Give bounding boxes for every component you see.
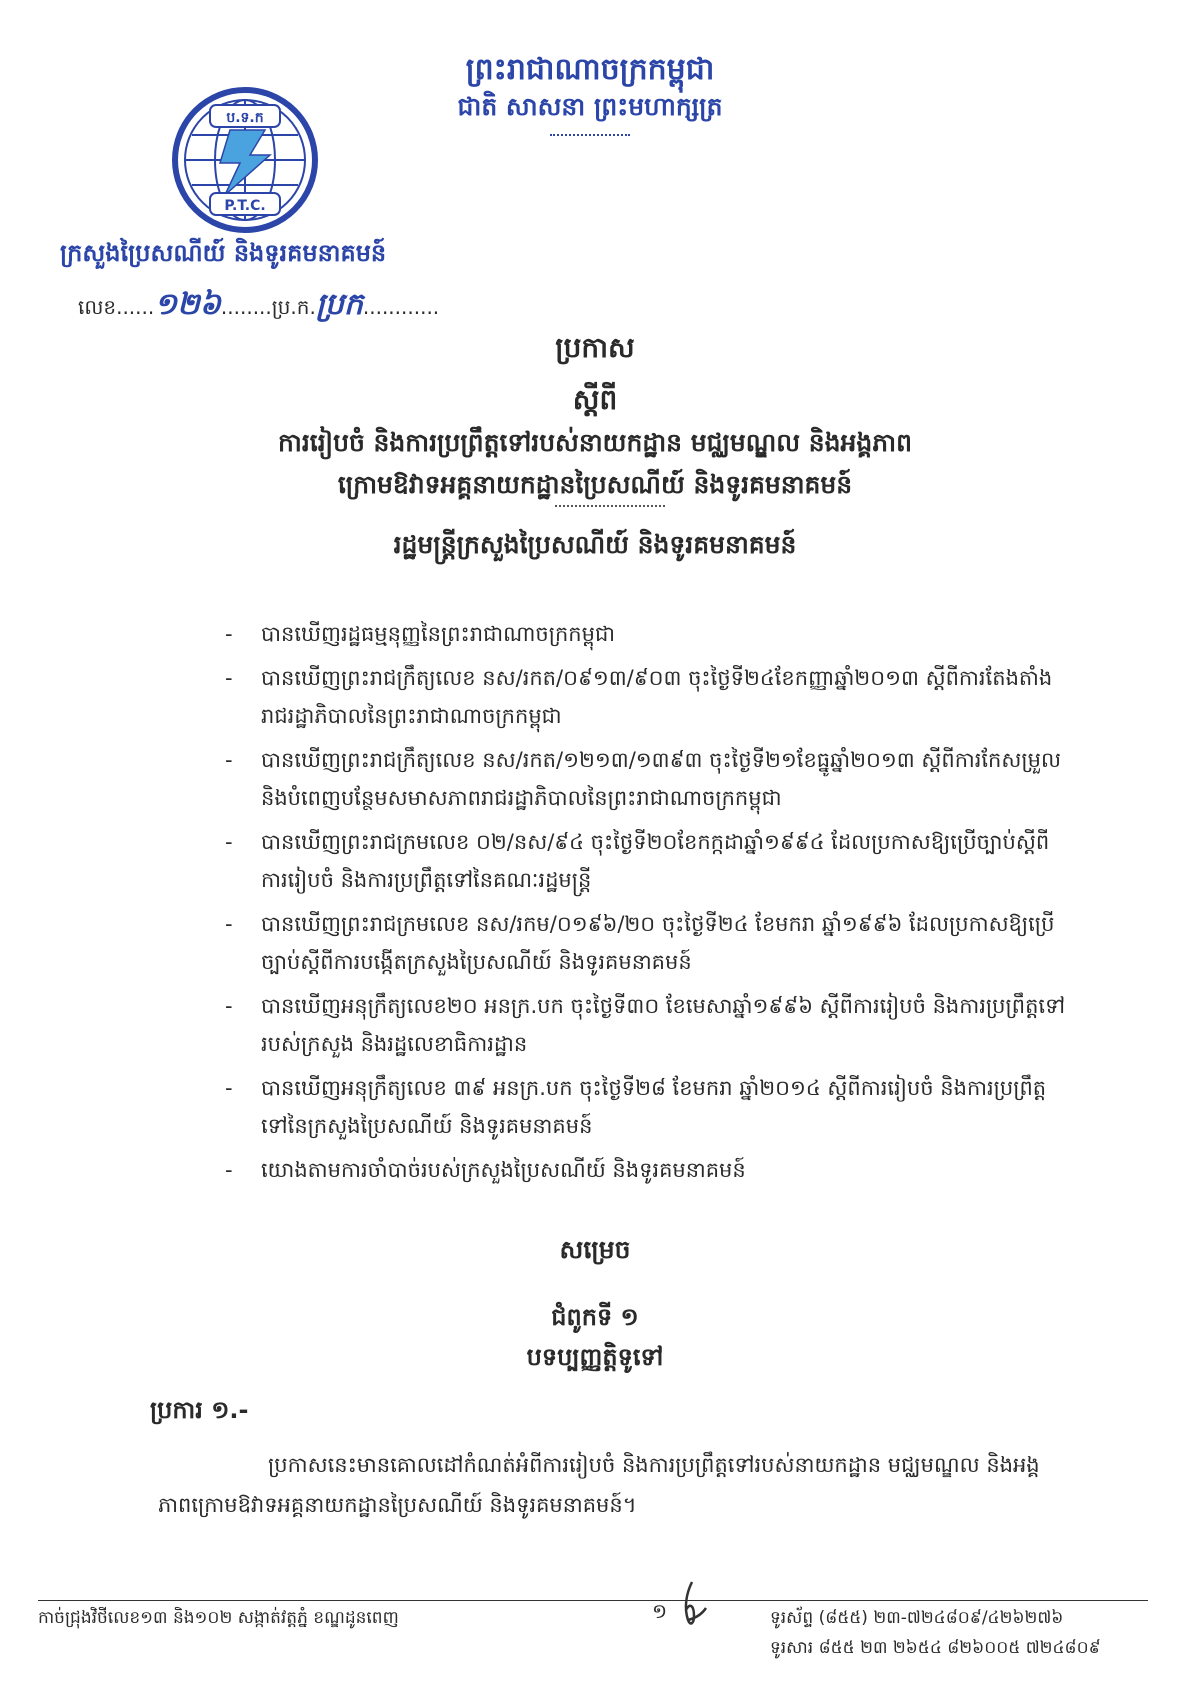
document-about: ស្តីពី: [572, 383, 618, 416]
logo-top-text: ប.ទ.ក: [226, 110, 264, 126]
article-label: ប្រការ ១.-: [150, 1396, 249, 1424]
minister-title: រដ្ឋមន្ត្រីក្រសួងប្រៃសណីយ៍ និងទូរគមនាគមន៍: [393, 530, 797, 559]
title-separator: [555, 505, 665, 507]
header-ornament: [550, 134, 630, 138]
chapter-number: ជំពូកទី ១: [551, 1303, 639, 1331]
page-number: ១: [652, 1599, 668, 1623]
footer-divider: [38, 1600, 1148, 1601]
references-list: [225, 615, 1070, 1195]
ref-label: លេខ: [78, 295, 117, 319]
footer-address: កាច់ជ្រុងវិថីលេខ១៣ និង១០២ សង្កាត់វត្តភ្នំ ខណ្ឌដូនពេញ: [38, 1608, 399, 1628]
document-type: ប្រកាស: [555, 331, 635, 364]
reference-item: - បានឃើញព្រះរាជក្រឹត្យលេខ នស/រកត/០៩១៣/៩០៣ ចុះថ្ងៃទី២៤ខែកញ្ញាឆ្នាំ២០១៣ ស្តីពីការតែងតាំងរាជរដ្ឋាភិបាលនៃព្រះរាជាណាចក្រកម្ពុជា: [225, 666, 1053, 728]
reference-item: - យោងតាមការចាំបាច់របស់ក្រសួងប្រៃសណីយ៍ និងទូរគមនាគមន៍: [225, 1158, 746, 1182]
ref-number: ១២៦: [154, 287, 221, 322]
reference-item: - បានឃើញអនុក្រឹត្យលេខ ៣៩ អនក្រ.បក ចុះថ្ងៃទី២៨ ខែមករា ឆ្នាំ២០១៤ ស្តីពីការរៀបចំ និងការប្រព្រឹត្តទៅនៃក្រសួងប្រៃសណីយ៍ និងទូរគមនាគមន៍: [225, 1076, 1047, 1138]
reference-item: - បានឃើញរដ្ឋធម្មនុញ្ញនៃព្រះរាជាណាចក្រកម្ពុជា: [225, 622, 615, 646]
reference-item: - បានឃើញព្រះរាជក្រមលេខ ០២/នស/៩៤ ចុះថ្ងៃទី២០ខែកក្កដាឆ្នាំ១៩៩៤ ដែលប្រកាសឱ្យប្រើច្បាប់ស្តីពីការរៀបចំ និងការប្រព្រឹត្តទៅនៃគណៈរដ្ឋមន្ត្រី: [225, 830, 1050, 892]
reference-number-line: លេខ......១២៦........ប្រ.ក.ប្រក............: [78, 287, 440, 322]
article-text: ប្រកាសនេះមានគោលដៅកំណត់អំពីការរៀបចំ និងការប្រព្រឹត្តទៅរបស់នាយកដ្ឋាន មជ្ឈមណ្ឌល និងអង្គភាពក្រោមឱវាទអគ្គនាយកដ្ឋានប្រៃសណីយ៍ និងទូរគមនាគមន៍។: [158, 1453, 1040, 1517]
reference-item: - បានឃើញព្រះរាជក្រមលេខ នស/រកម/០១៩៦/២០ ចុះថ្ងៃទី២៤ ខែមករា ឆ្នាំ១៩៩៦ ដែលប្រកាសឱ្យប្រើច្បាប់ស្តីពីការបង្កើតក្រសួងប្រៃសណីយ៍ និងទូរគមនាគមន៍: [225, 912, 1055, 974]
chapter-title: បទប្បញ្ញត្តិទូទៅ: [526, 1343, 664, 1371]
ref-code: ប្រក: [315, 287, 363, 322]
reference-item: - បានឃើញអនុក្រឹត្យលេខ២០ អនក្រ.បក ចុះថ្ងៃទី៣០ ខែមេសាឆ្នាំ១៩៩៦ ស្តីពីការរៀបចំ និងការប្រព្រឹត្តទៅរបស់ក្រសួង និងរដ្ឋលេខាធិការដ្ឋាន: [225, 994, 1066, 1056]
document-subject-line1: ការរៀបចំ និងការប្រព្រឹត្តទៅរបស់នាយកដ្ឋាន មជ្ឈមណ្ឌល និងអង្គភាព: [278, 428, 912, 457]
footer-fax: ទូរសារ ៨៥៥ ២៣ ២៦៥៤ ៨២៦០០៥ ៧២៤៨០៩: [770, 1638, 1101, 1658]
decision-heading: សម្រេច: [559, 1235, 631, 1264]
logo-bottom-text: P.T.C.: [224, 198, 266, 214]
ministry-logo: [170, 85, 320, 235]
national-motto: ជាតិ សាសនា ព្រះមហាក្សត្រ: [457, 92, 723, 121]
ministry-name: ក្រសួងប្រៃសណីយ៍ និងទូរគមនាគមន៍: [60, 239, 387, 267]
reference-item: - បានឃើញព្រះរាជក្រឹត្យលេខ នស/រកត/១២១៣/១៣៩៣ ចុះថ្ងៃទី២១ខែធ្នូឆ្នាំ២០១៣ ស្តីពីការកែសម្រួល និងបំពេញបន្ថែមសមាសភាពរាជរដ្ឋាភិបាលនៃព្រះរាជាណាចក្រកម្ពុជា: [225, 748, 1061, 810]
footer-phone: ទូរស័ព្ទ (៨៥៥) ២៣-៧២៤៨០៩/៤២៦២៧៦: [770, 1608, 1064, 1628]
initials-signature: [672, 1580, 712, 1630]
document-subject-line2: ក្រោមឱវាទអគ្គនាយកដ្ឋានប្រៃសណីយ៍ និងទូរគមនាគមន៍: [337, 470, 853, 499]
kingdom-title: ព្រះរាជាណាចក្រកម្ពុជា: [465, 52, 715, 87]
ref-suffix-label: ប្រ.ក: [271, 295, 310, 319]
